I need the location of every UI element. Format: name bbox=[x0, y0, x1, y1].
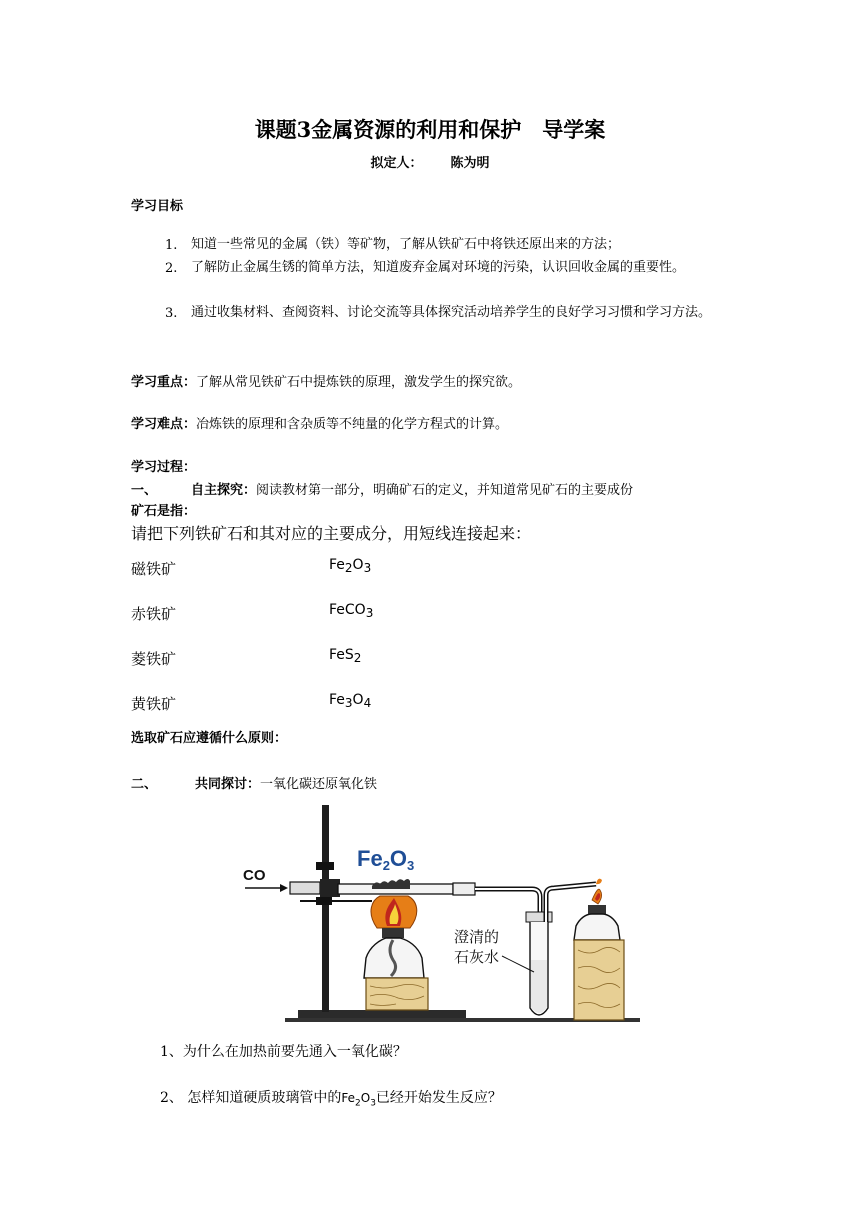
inlet-stopper bbox=[290, 882, 320, 894]
limewater-label-line2: 石灰水 bbox=[454, 948, 500, 966]
goal-number: 3. bbox=[165, 306, 178, 321]
key-point-text: 了解从常见铁矿石中提炼铁的原理，激发学生的探究欲。 bbox=[196, 375, 522, 390]
part2-label: 共同探讨： bbox=[195, 777, 261, 792]
goal-item: 通过收集材料、查阅资料、讨论交流等具体探究活动培养学生的良好学习习惯和学习方法。 bbox=[191, 305, 712, 320]
difficulty bbox=[131, 413, 508, 432]
rod-clamp bbox=[316, 862, 334, 870]
limewater bbox=[531, 960, 547, 1013]
question-2-suffix: 已经开始发生反应？ bbox=[375, 1090, 502, 1106]
question-2 bbox=[160, 1087, 502, 1108]
formula-item: $Fe_2O_3$ bbox=[329, 557, 372, 575]
part2-line bbox=[131, 773, 377, 792]
matching-instruction: 请把下列铁矿石和其对应的主要成分，用短线连接起来： bbox=[131, 524, 532, 543]
goal-number: 1. bbox=[165, 238, 178, 253]
goal-number: 2. bbox=[165, 261, 178, 276]
co-label: CO bbox=[243, 867, 266, 884]
difficulty-label: 学习难点： bbox=[131, 417, 197, 432]
process-heading: 学习过程： bbox=[131, 460, 197, 475]
goal-item: 了解防止金属生锈的简单方法，知道废弃金属对环境的污染，认识回收金属的重要性。 bbox=[191, 260, 686, 275]
inlet-clamp bbox=[320, 879, 340, 897]
right-wooden-block bbox=[574, 940, 624, 1020]
goals-heading: 学习目标 bbox=[131, 199, 184, 214]
ore-name: 赤铁矿 bbox=[131, 605, 177, 623]
stand-rod bbox=[322, 805, 329, 1012]
author-label: 拟定人： bbox=[370, 156, 423, 171]
ore-principle: 选取矿石应遵循什么原则： bbox=[131, 731, 288, 746]
ore-name: 磁铁矿 bbox=[131, 560, 177, 578]
limewater-label-line1: 澄清的 bbox=[454, 928, 500, 946]
exhaust-flame bbox=[596, 879, 602, 885]
label-pointer bbox=[502, 956, 534, 972]
right-lamp-cap bbox=[588, 905, 606, 914]
formula-item: FeCO$_3$ bbox=[329, 602, 374, 620]
author-name: 陈为明 bbox=[450, 156, 490, 171]
outlet-stopper bbox=[453, 883, 475, 895]
part2-number: 二、 bbox=[131, 777, 158, 792]
ore-name: 黄铁矿 bbox=[131, 695, 177, 713]
author-line bbox=[0, 152, 860, 171]
part1-text: 阅读教材第一部分，明确矿石的定义，并知道常见矿石的主要成份 bbox=[256, 483, 634, 498]
right-alcohol-lamp bbox=[574, 914, 620, 940]
question-2-prefix: 2、 怎样知道硬质玻璃管中的 bbox=[160, 1090, 342, 1106]
difficulty-text: 冶炼铁的原理和含杂质等不纯量的化学方程式的计算。 bbox=[196, 417, 509, 432]
formula-item: FeS$_2$ bbox=[329, 647, 362, 665]
fe2o3-label: Fe2O3 bbox=[357, 846, 415, 873]
formula-item: $Fe_3O_4$ bbox=[329, 692, 372, 710]
part1-label: 自主探究： bbox=[191, 483, 257, 498]
ore-definition: 矿石是指： bbox=[131, 504, 197, 519]
part1-line bbox=[131, 479, 731, 498]
co-reduction-apparatus bbox=[240, 800, 640, 1030]
key-point bbox=[131, 371, 521, 390]
lamp-cap bbox=[382, 928, 404, 938]
fe2o3-powder bbox=[372, 879, 410, 889]
goal-item: 知道一些常见的金属（铁）等矿物，了解从铁矿石中将铁还原出来的方法； bbox=[191, 237, 621, 252]
question-1: 1、为什么在加热前要先通入一氧化碳？ bbox=[160, 1044, 407, 1060]
ore-name: 菱铁矿 bbox=[131, 650, 177, 668]
question-2-formula: $Fe_2O_3$ bbox=[341, 1091, 376, 1109]
key-point-label: 学习重点： bbox=[131, 375, 197, 390]
part2-text: 一氧化碳还原氧化铁 bbox=[260, 777, 378, 792]
page-title: 课题3金属资源的利用和保护 导学案 bbox=[254, 117, 606, 142]
part1-number: 一、 bbox=[131, 483, 158, 498]
